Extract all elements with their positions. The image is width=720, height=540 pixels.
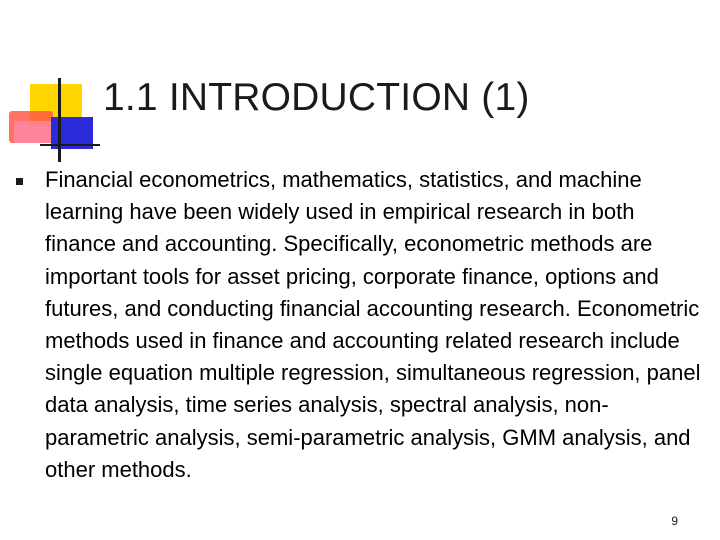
slide-title: 1.1 INTRODUCTION (1) (103, 76, 530, 119)
bullet-text: Financial econometrics, mathematics, statistics, and machine learning have been widely used in empirical research in both finance and accounting. Specifically, econometric methods are important tools for asset pricing, corporate finance, options and futures, and conducting financial accounting research. Econometric methods used in finance and accounting related research include single equation multiple regression, simultaneous regression, panel data analysis, time series analysis, spectral analysis, non-parametric analysis, semi-parametric analysis, GMM analysis, and other methods. (45, 167, 701, 482)
square-bullet-icon (16, 178, 23, 185)
logo-horizontal-line (40, 144, 100, 146)
page-number: 9 (671, 514, 678, 528)
bullet-list (16, 164, 706, 486)
logo-vertical-line (58, 78, 61, 162)
bullet-item (16, 164, 706, 486)
decorative-logo (0, 0, 110, 170)
